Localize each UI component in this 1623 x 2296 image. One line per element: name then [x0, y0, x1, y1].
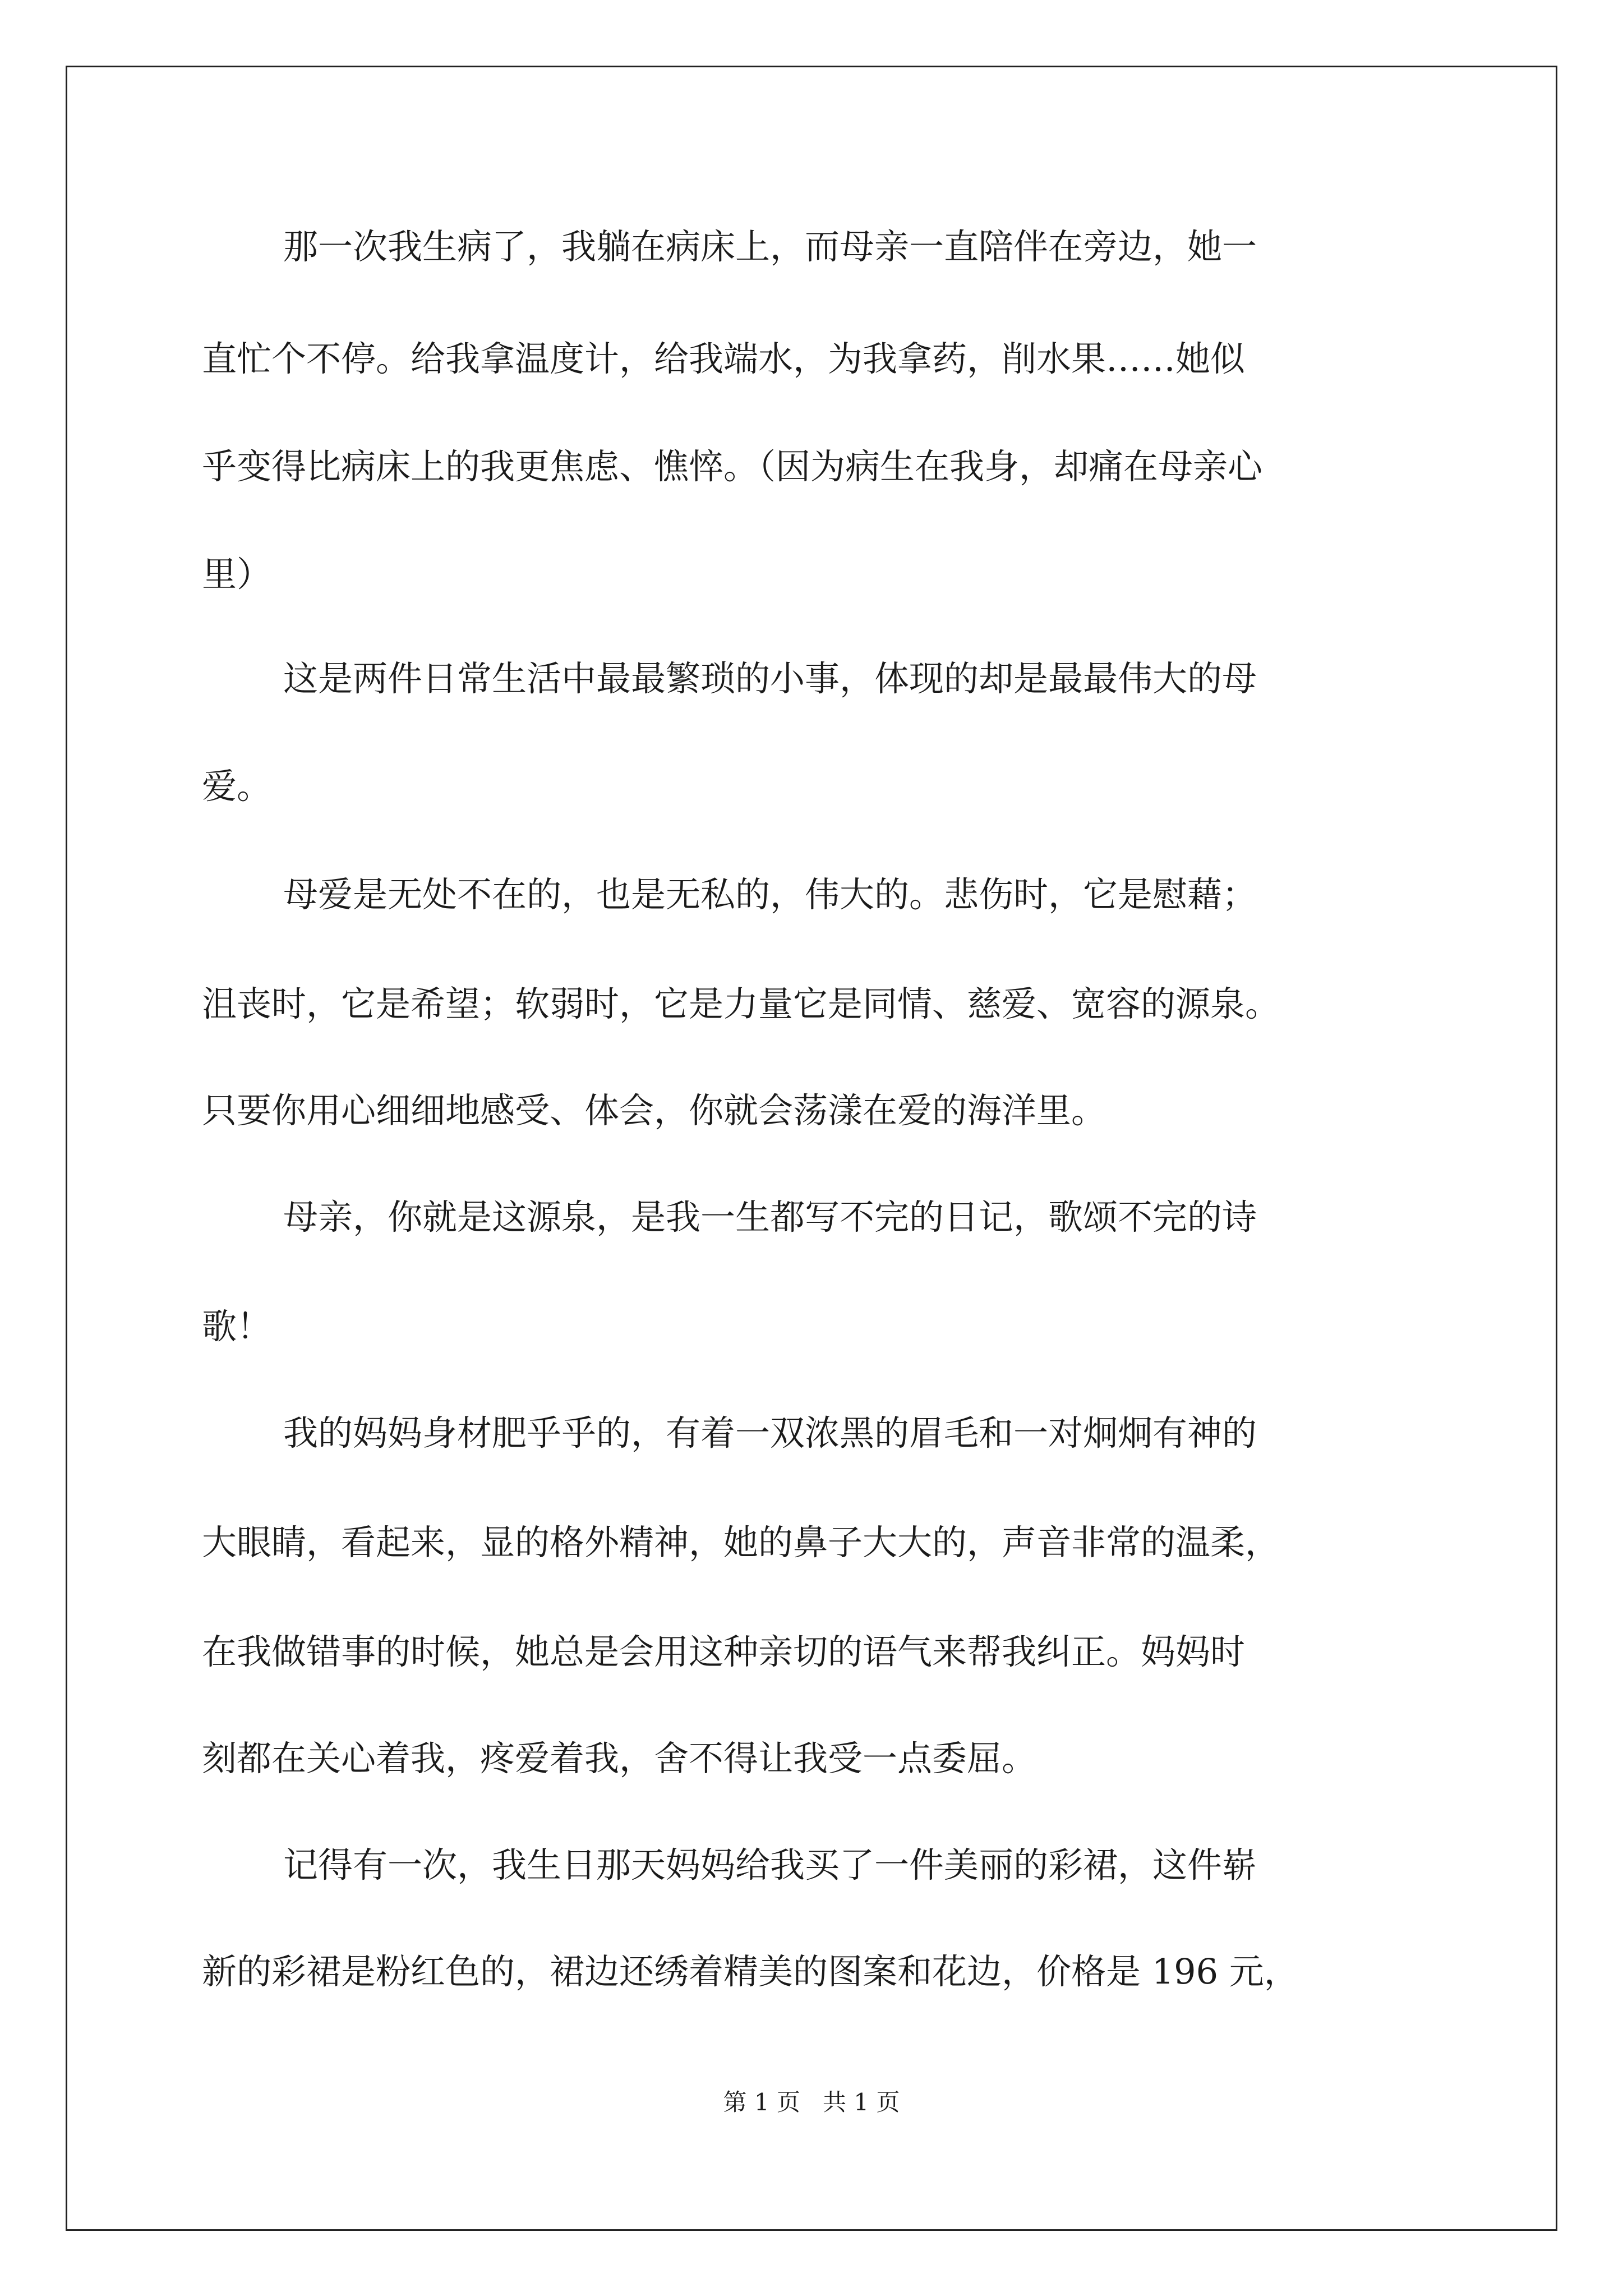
text-line: 沮丧时，它是希望；软弱时，它是力量它是同情、慈爱、宽容的源泉。 [202, 983, 1280, 1024]
text-line: 里） [202, 554, 272, 595]
page-border [66, 66, 1557, 2231]
text-line: 大眼睛，看起来，显的格外精神，她的鼻子大大的，声音非常的温柔， [202, 1522, 1280, 1563]
text-line: 在我做错事的时候，她总是会用这种亲切的语气来帮我纠正。妈妈时 [202, 1631, 1246, 1672]
text-line: 母亲，你就是这源泉，是我一生都写不完的日记，歌颂不完的诗 [283, 1197, 1257, 1237]
page-footer: 第 1 页 共 1 页 [723, 2088, 900, 2116]
text-line: 直忙个不停。给我拿温度计，给我端水，为我拿药，削水果……她似 [202, 338, 1246, 379]
text-line: 爱。 [202, 766, 272, 807]
text-line: 记得有一次，我生日那天妈妈给我买了一件美丽的彩裙，这件崭 [283, 1844, 1257, 1885]
text-line: 我的妈妈身材肥乎乎的，有着一双浓黑的眉毛和一对炯炯有神的 [283, 1412, 1257, 1453]
text-line: 刻都在关心着我，疼爱着我，舍不得让我受一点委屈。 [202, 1738, 1037, 1779]
text-line: 乎变得比病床上的我更焦虑、憔悴。（因为病生在我身，却痛在母亲心 [202, 446, 1263, 487]
text-line: 新的彩裙是粉红色的，裙边还绣着精美的图案和花边，价格是 196 元， [202, 1951, 1299, 1992]
text-line: 歌！ [202, 1306, 272, 1347]
text-line: 那一次我生病了，我躺在病床上，而母亲一直陪伴在旁边，她一 [283, 226, 1257, 267]
text-line: 母爱是无处不在的，也是无私的，伟大的。悲伤时，它是慰藉； [283, 874, 1257, 915]
text-line: 只要你用心细细地感受、体会，你就会荡漾在爱的海洋里。 [202, 1090, 1106, 1131]
text-line: 这是两件日常生活中最最繁琐的小事，体现的却是最最伟大的母 [283, 658, 1257, 699]
